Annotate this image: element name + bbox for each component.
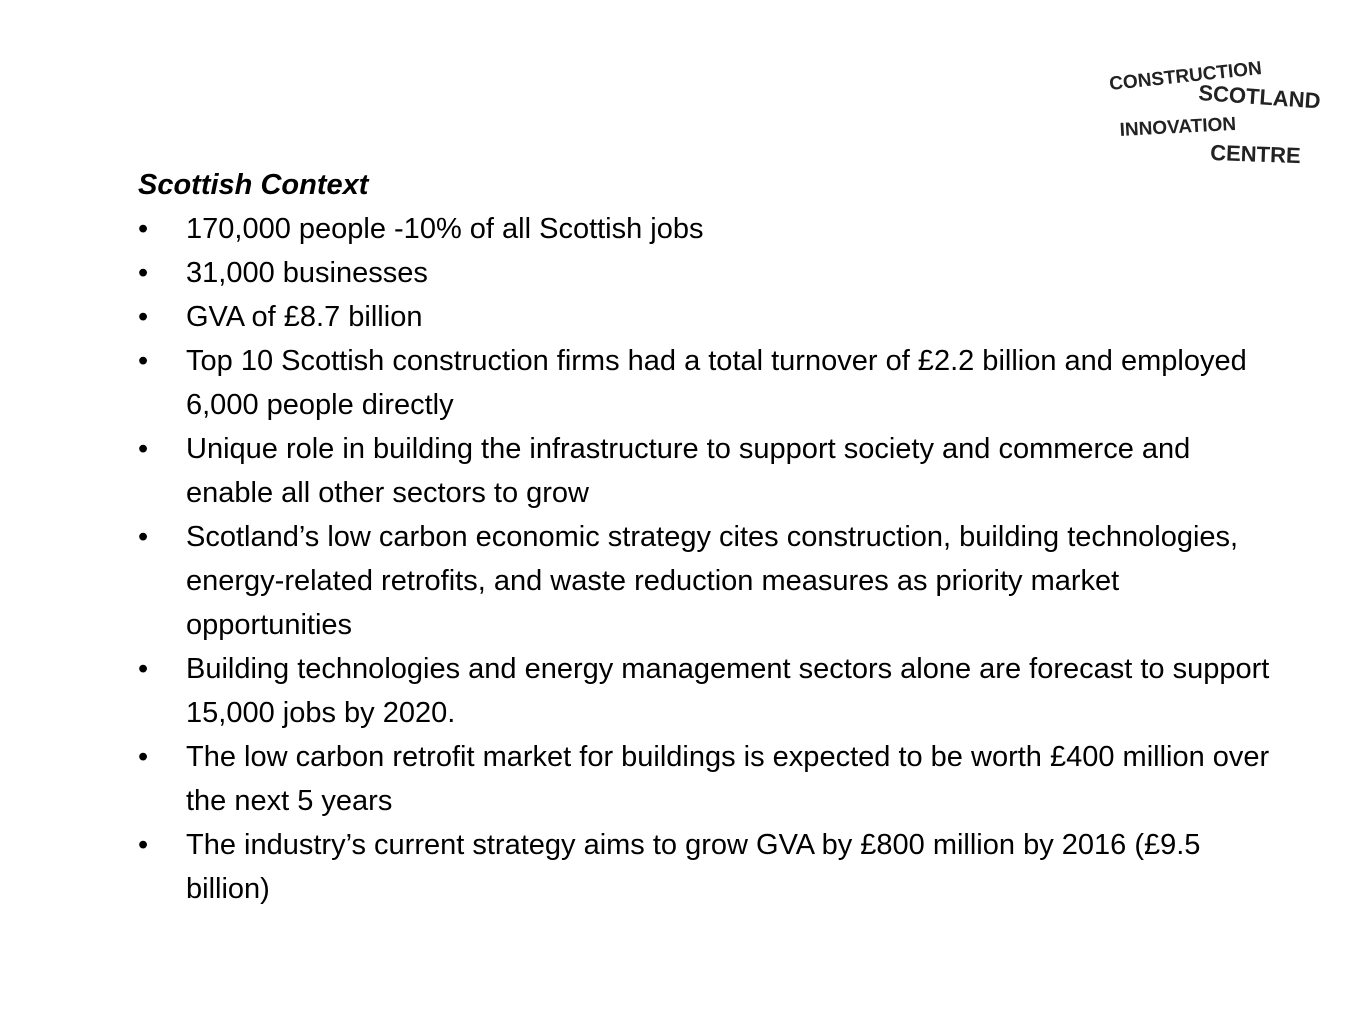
logo-word-scotland: SCOTLAND [1197,80,1322,114]
bullet-marker: • [138,345,149,377]
bullet-item [138,823,1278,911]
bullet-item [138,427,1278,515]
bullet-text: 170,000 people -10% of all Scottish jobs [186,213,704,245]
bullet-list [138,207,1278,911]
bullet-marker: • [138,433,149,465]
bullet-marker: • [138,741,149,773]
logo-graphic [1100,40,1340,170]
bullet-item [138,647,1278,735]
bullet-marker: • [138,257,149,289]
bullet-text: Unique role in building the infrastructure to support society and commerce and enable all other sectors to grow [186,433,1191,509]
bullet-text: Building technologies and energy management sectors alone are forecast to support 15,000 jobs by 2020. [186,653,1270,729]
section-heading: Scottish Context [138,169,369,201]
bullet-item [138,515,1278,647]
logo-word-centre: CENTRE [1209,140,1302,169]
bullet-text: Scotland’s low carbon economic strategy cites construction, building technologies, energy-related retrofits, and waste reduction measures as priority market opportunities [186,521,1239,641]
bullet-item [138,251,1278,295]
bullet-text: GVA of £8.7 billion [186,301,423,333]
bullet-marker: • [138,213,149,245]
logo-word-innovation: INNOVATION [1119,113,1237,141]
bullet-marker: • [138,829,149,861]
slide-content [138,163,1278,911]
logo-word-construction: CONSTRUCTION [1108,58,1263,95]
bullet-text: 31,000 businesses [186,257,428,289]
bullet-text: The low carbon retrofit market for buildings is expected to be worth £400 million over the next 5 years [186,741,1270,817]
bullet-marker: • [138,653,149,685]
bullet-text: Top 10 Scottish construction firms had a total turnover of £2.2 billion and employed 6,000 people directly [186,345,1247,421]
bullet-item [138,339,1278,427]
bullet-item [138,735,1278,823]
bullet-marker: • [138,301,149,333]
bullet-item [138,207,1278,251]
bullet-marker: • [138,521,149,553]
bullet-item [138,295,1278,339]
construction-scotland-innovation-centre-logo [1100,40,1340,170]
bullet-text: The industry’s current strategy aims to grow GVA by £800 million by 2016 (£9.5 billion) [186,829,1201,905]
